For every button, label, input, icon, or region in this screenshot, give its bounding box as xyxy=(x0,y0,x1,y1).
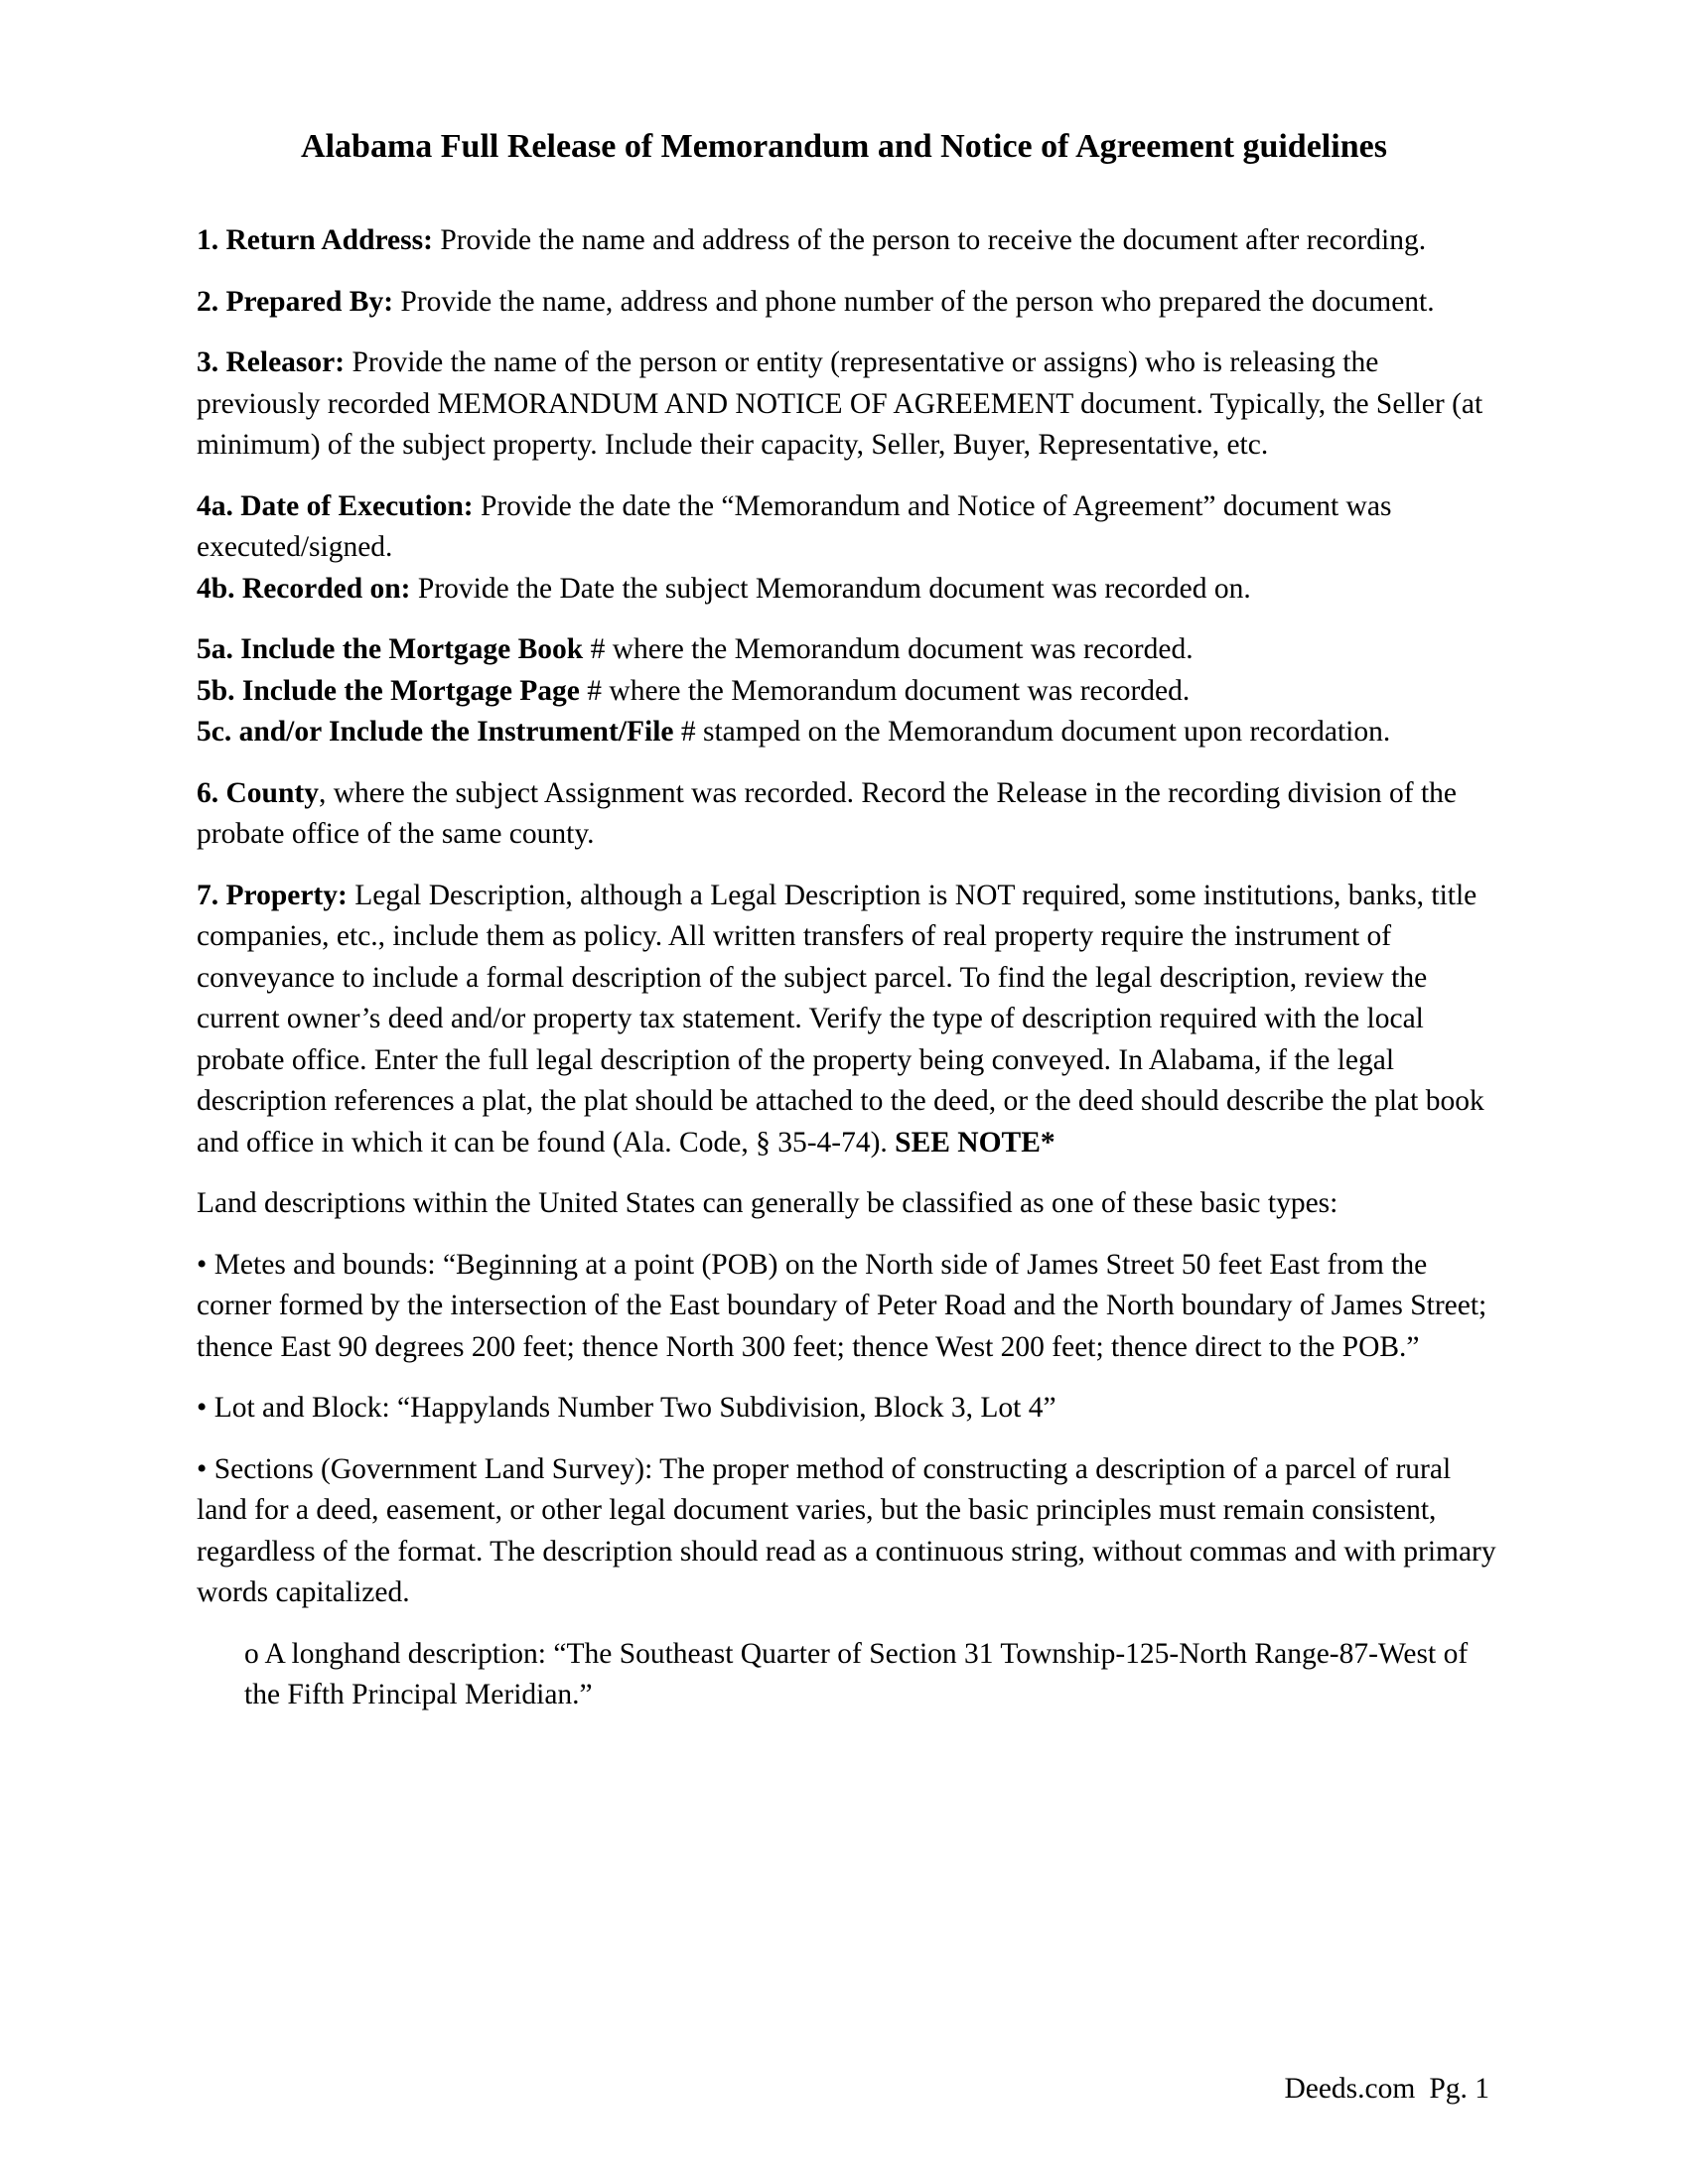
item-label: 6. County xyxy=(197,776,319,809)
item-return-address xyxy=(197,220,1497,262)
item-label: 2. Prepared By: xyxy=(197,285,394,318)
item-label: 5b. Include the Mortgage Page xyxy=(197,674,580,707)
item-mortgage-page xyxy=(197,671,1497,713)
item-county xyxy=(197,773,1497,856)
page-title: Alabama Full Release of Memorandum and Notice of Agreement guidelines xyxy=(301,128,1387,165)
bullet-metes-and-bounds: • Metes and bounds: “Beginning at a point (POB) on the North side of James Street 50 feet East from the corner formed by the intersection of the East boundary of Peter Road and the North boundary of James Street; thence East 90 degrees 200 feet; thence North 300 feet; thence West 200 feet; thence direct to the POB.” xyxy=(197,1248,1487,1363)
item-prepared-by xyxy=(197,282,1497,324)
item-text: Provide the name and address of the person to receive the document after recording. xyxy=(432,224,1427,256)
footer-page-number: Pg. 1 xyxy=(1429,2073,1489,2105)
item-label: 1. Return Address: xyxy=(197,224,433,256)
item-label: 5a. Include the Mortgage Book xyxy=(197,633,584,665)
page-footer xyxy=(1284,2069,1489,2109)
bullet-lot-and-block: • Lot and Block: “Happylands Number Two Subdivision, Block 3, Lot 4” xyxy=(197,1392,1056,1424)
item-releasor xyxy=(197,342,1497,467)
item-label: 4a. Date of Execution: xyxy=(197,489,474,522)
item-date-of-execution xyxy=(197,486,1497,569)
item-text: Provide the name, address and phone number of the person who prepared the document. xyxy=(393,285,1435,318)
item-label: 7. Property: xyxy=(197,879,348,911)
item-text: # where the Memorandum document was recorded. xyxy=(583,633,1194,665)
item-text: , where the subject Assignment was recorded. Record the Release in the recording division of the probate office of the same county. xyxy=(197,776,1458,850)
item-text: # where the Memorandum document was recorded. xyxy=(579,674,1191,707)
item-property xyxy=(197,876,1497,1164)
item-label: 3. Releasor: xyxy=(197,346,346,378)
item-text: Provide the Date the subject Memorandum document was recorded on. xyxy=(410,572,1251,605)
item-mortgage-book xyxy=(197,629,1497,671)
see-note: SEE NOTE* xyxy=(895,1126,1055,1159)
item-text: Provide the date the “Memorandum and Notice of Agreement” document was executed/signed. xyxy=(197,489,1392,563)
item-instrument-file xyxy=(197,712,1497,753)
guidelines-body xyxy=(197,220,1497,1736)
footer-site: Deeds.com xyxy=(1284,2073,1416,2105)
item-text: Legal Description, although a Legal Description is NOT required, some institutions, banks, title companies, etc., include them as policy. All written transfers of real property require the instrument of conveyance to include a formal description of the subject parcel. To find the legal description, review the current owner’s deed and/or property tax statement. Verify the type of description required with the local probate office. Enter the full legal description of the property being conveyed. In Alabama, if the legal description references a plat, the plat should be attached to the deed, or the deed should describe the plat book and office in which it can be found (Ala. Code, § 35-4-74). xyxy=(197,879,1484,1159)
item-text: Provide the name of the person or entity (representative or assigns) who is releasing the previously recorded MEMORANDUM AND NOTICE OF AGREEMENT document. Typically, the Seller (at minimum) of the subject property. Include their capacity, Seller, Buyer, Representative, etc. xyxy=(197,346,1483,461)
item-label: 5c. and/or Include the Instrument/File xyxy=(197,716,674,748)
bullet-sections: • Sections (Government Land Survey): The proper method of constructing a description of a parcel of rural land for a deed, easement, or other legal document varies, but the basic principles must remain consistent, regardless of the format. The description should read as a continuous string, without commas and with primary words capitalized. xyxy=(197,1452,1496,1608)
item-label: 4b. Recorded on: xyxy=(197,572,411,605)
land-descriptions-intro: Land descriptions within the United States can generally be classified as one of these basic types: xyxy=(197,1187,1338,1219)
sub-bullet-longhand: o A longhand description: “The Southeast Quarter of Section 31 Township-125-North Range-87-West of the Fifth Principal Meridian.” xyxy=(244,1637,1469,1710)
item-recorded-on xyxy=(197,569,1497,611)
item-text: # stamped on the Memorandum document upon recordation. xyxy=(673,716,1391,748)
